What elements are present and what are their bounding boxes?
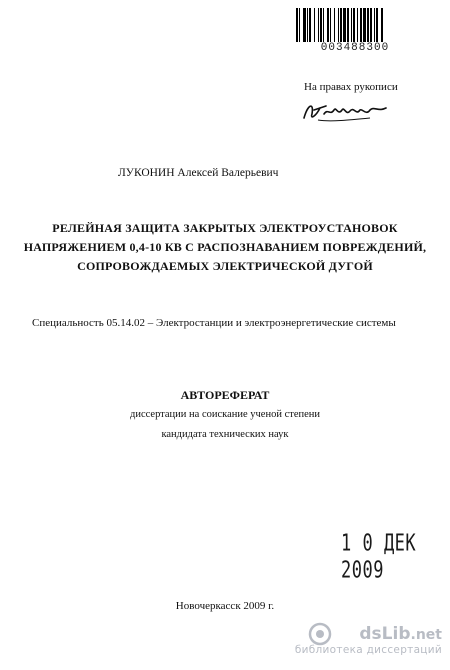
dissertation-title-line-2: НАПРЯЖЕНИЕМ 0,4-10 КВ С РАСПОЗНАВАНИЕМ ПОВРЕЖДЕНИЙ, bbox=[23, 240, 427, 254]
signature-icon bbox=[300, 96, 390, 124]
document-type-line-2: кандидата технических наук bbox=[161, 429, 289, 440]
city-year: Новочеркасск 2009 г. bbox=[175, 600, 275, 612]
dissertation-title-line-1: РЕЛЕЙНАЯ ЗАЩИТА ЗАКРЫТЫХ ЭЛЕКТРОУСТАНОВОК bbox=[52, 221, 398, 235]
barcode bbox=[296, 8, 414, 42]
date-stamp: 1 0 ДЕК 2009 bbox=[341, 530, 417, 584]
document-type-line-1: диссертации на соискание ученой степени bbox=[130, 409, 320, 420]
dissertation-title-line-3: СОПРОВОЖДАЕМЫХ ЭЛЕКТРИЧЕСКОЙ ДУГОЙ bbox=[77, 259, 373, 273]
specialty: Специальность 05.14.02 – Электростанции и электроэнергетические системы bbox=[32, 317, 396, 329]
manuscript-note: На правах рукописи bbox=[304, 81, 398, 93]
barcode-number: 003488300 bbox=[320, 42, 390, 54]
watermark[interactable] bbox=[295, 625, 442, 656]
document-type-heading: АВТОРЕФЕРАТ bbox=[180, 388, 270, 402]
watermark-domain: .net bbox=[410, 627, 442, 643]
watermark-site-name: dsLib bbox=[359, 624, 411, 644]
barcode-bar bbox=[381, 8, 382, 42]
author-name: ЛУКОНИН Алексей Валерьевич bbox=[118, 167, 279, 179]
watermark-tagline: библиотека диссертаций bbox=[294, 644, 442, 656]
dslib-logo-icon bbox=[308, 622, 332, 646]
